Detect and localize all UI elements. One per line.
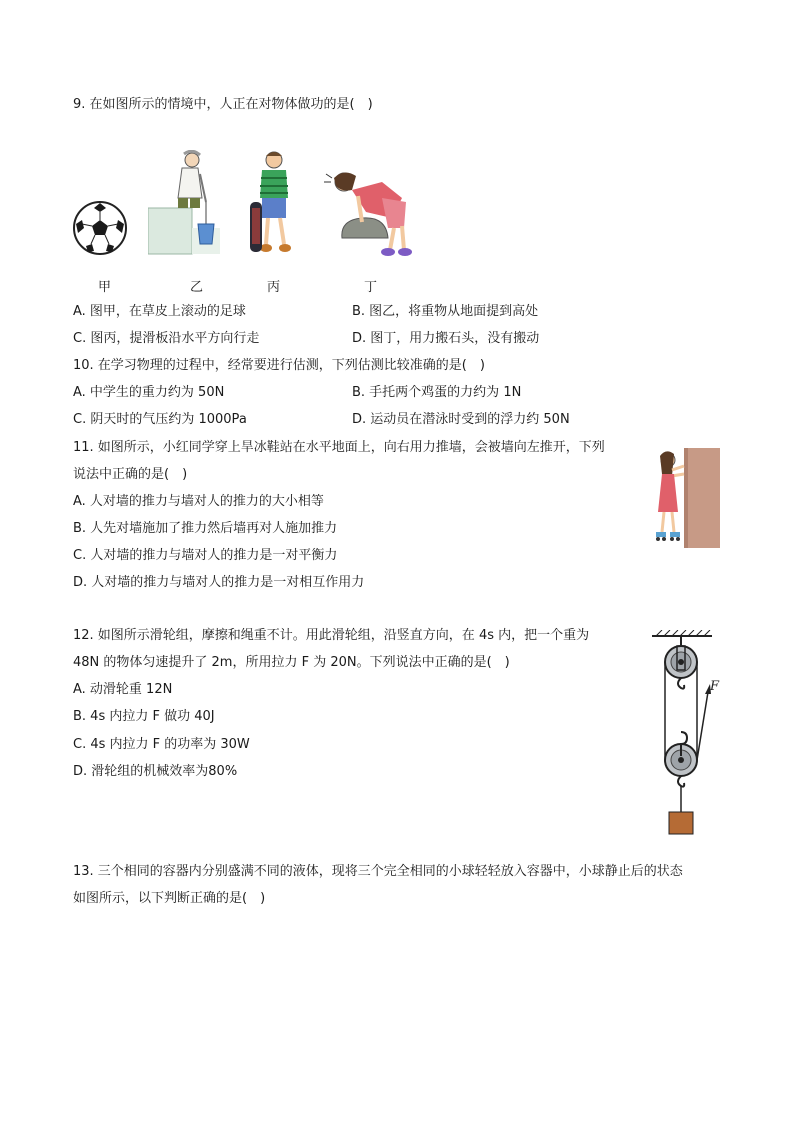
q10-stem: 10. 在学习物理的过程中，经常要进行估测，下列估测比较准确的是( ) — [73, 358, 485, 373]
woman-pushing-rock-figure — [322, 168, 412, 258]
q12-option-a: A. 动滑轮重 12N — [73, 682, 173, 697]
force-label: F — [710, 679, 720, 694]
q11-option-b: B. 人先对墙施加了推力然后墙再对人施加推力 — [73, 521, 338, 536]
soccer-ball-figure — [72, 200, 128, 256]
figure-label-jia: 甲 — [98, 280, 112, 295]
q12-option-d: D. 滑轮组的机械效率为80% — [73, 764, 238, 779]
pulley-system-figure — [648, 630, 728, 840]
q12-stem-line2: 48N 的物体匀速提升了 2m，所用拉力 F 为 20N。下列说法中正确的是( ) — [73, 655, 510, 670]
q12-stem-line1: 12. 如图所示滑轮组，摩擦和绳重不计。用此滑轮组，沿竖直方向，在 4s 内，把一个重为 — [73, 628, 590, 643]
man-lifting-weight-figure — [148, 150, 220, 255]
q12-option-b: B. 4s 内拉力 F 做功 40J — [73, 709, 215, 724]
q12-option-c: C. 4s 内拉力 F 的功率为 30W — [73, 737, 250, 752]
q13-stem-line2: 如图所示，以下判断正确的是( ) — [73, 891, 266, 906]
q10-option-a: A. 中学生的重力约为 50N — [73, 385, 225, 400]
q11-option-a: A. 人对墙的推力与墙对人的推力的大小相等 — [73, 494, 324, 509]
q9-option-c: C. 图丙，提滑板沿水平方向行走 — [73, 331, 260, 346]
q11-stem-line1: 11. 如图所示，小红同学穿上旱冰鞋站在水平地面上，向右用力推墙，会被墙向左推开，下列 — [73, 440, 605, 455]
figure-label-bing: 丙 — [267, 280, 281, 295]
q9-stem: 9. 在如图所示的情境中，人正在对物体做功的是( ) — [73, 97, 373, 112]
q10-option-c: C. 阴天时的气压约为 1000Pa — [73, 412, 247, 427]
q9-option-a: A. 图甲，在草皮上滚动的足球 — [73, 304, 246, 319]
figure-label-yi: 乙 — [190, 280, 204, 295]
q9-option-b: B. 图乙，将重物从地面提到高处 — [352, 304, 539, 319]
q11-option-d: D. 人对墙的推力与墙对人的推力是一对相互作用力 — [73, 575, 365, 590]
q10-option-b: B. 手托两个鸡蛋的力约为 1N — [352, 385, 522, 400]
q9-option-d: D. 图丁，用力搬石头，没有搬动 — [352, 331, 540, 346]
q11-option-c: C. 人对墙的推力与墙对人的推力是一对平衡力 — [73, 548, 338, 563]
q11-stem-line2: 说法中正确的是( ) — [73, 467, 188, 482]
q10-option-d: D. 运动员在潜泳时受到的浮力约 50N — [352, 412, 570, 427]
boy-with-skateboard-figure — [248, 150, 300, 256]
girl-pushing-wall-figure — [650, 446, 722, 550]
figure-label-ding: 丁 — [364, 280, 378, 295]
q13-stem-line1: 13. 三个相同的容器内分别盛满不同的液体，现将三个完全相同的小球轻轻放入容器中，小球静止后的状态 — [73, 864, 683, 879]
